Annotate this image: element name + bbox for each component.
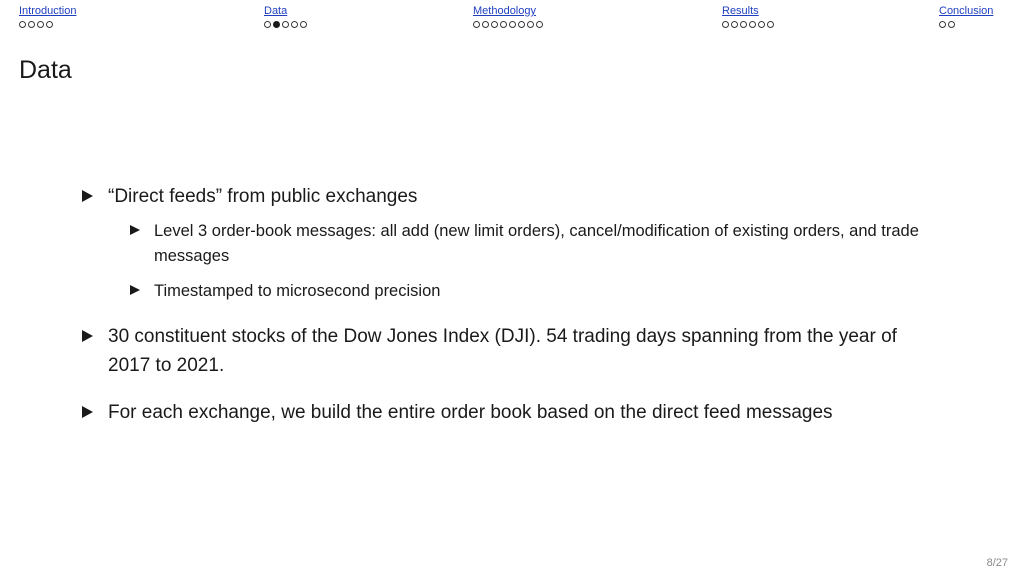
frame-dot[interactable] [46,21,53,28]
bullet-triangle-icon [82,406,93,418]
bullet-list [82,182,932,445]
section-dots [473,21,543,28]
nav-link-conclusion[interactable]: Conclusion [939,5,994,17]
page-number: 8/27 [986,557,1008,569]
nav-section-introduction [19,5,76,28]
frame-dot[interactable] [473,21,480,28]
section-dots [722,21,774,28]
frame-dot[interactable] [19,21,26,28]
frame-dot[interactable] [282,21,289,28]
frame-dot[interactable] [518,21,525,28]
frame-dot[interactable] [500,21,507,28]
frame-dot[interactable] [767,21,774,28]
bullet-item [82,322,932,380]
frame-dot[interactable] [740,21,747,28]
nav-section-conclusion [939,5,993,28]
sub-bullet-text: Timestamped to microsecond precision [154,282,441,300]
nav-link-data[interactable]: Data [264,5,288,17]
nav-link-introduction[interactable]: Introduction [19,5,77,17]
bullet-triangle-icon [130,285,140,295]
frame-dot[interactable] [482,21,489,28]
nav-section-methodology [473,5,543,28]
sub-bullet-list [130,219,932,304]
frame-dot[interactable] [722,21,729,28]
frame-dot[interactable] [37,21,44,28]
frame-dot[interactable] [300,21,307,28]
bullet-item [82,398,932,427]
nav-section-results [722,5,774,28]
frame-dot[interactable] [28,21,35,28]
bullet-text: “Direct feeds” from public exchanges [108,186,418,207]
section-dots [939,21,993,28]
nav-link-methodology[interactable]: Methodology [473,5,536,17]
bullet-item [82,182,932,304]
frame-dot[interactable] [948,21,955,28]
nav-link-results[interactable]: Results [722,5,759,17]
sub-bullet-item [130,279,932,304]
frame-dot[interactable] [939,21,946,28]
frame-dot[interactable] [491,21,498,28]
bullet-triangle-icon [130,225,140,235]
bullet-text: 30 constituent stocks of the Dow Jones Index (DJI). 54 trading days spanning from the year of 2017 to 2021. [108,326,897,376]
frame-dot[interactable] [291,21,298,28]
frame-dot[interactable] [749,21,756,28]
frame-dot[interactable] [509,21,516,28]
frame-dot[interactable] [731,21,738,28]
frame-dot[interactable] [536,21,543,28]
frame-dot[interactable] [527,21,534,28]
bullet-text: For each exchange, we build the entire order book based on the direct feed messages [108,402,833,423]
frame-dot[interactable] [264,21,271,28]
sub-bullet-text: Level 3 order-book messages: all add (new limit orders), cancel/modification of existing orders, and trade messages [154,222,919,265]
frame-dot[interactable] [758,21,765,28]
bullet-triangle-icon [82,330,93,342]
navigation-bar [0,5,1024,35]
nav-section-data [264,5,307,28]
section-dots [264,21,307,28]
section-dots [19,21,76,28]
bullet-triangle-icon [82,190,93,202]
frame-title: Data [19,56,72,84]
current-frame-dot[interactable] [273,21,280,28]
sub-bullet-item [130,219,932,269]
